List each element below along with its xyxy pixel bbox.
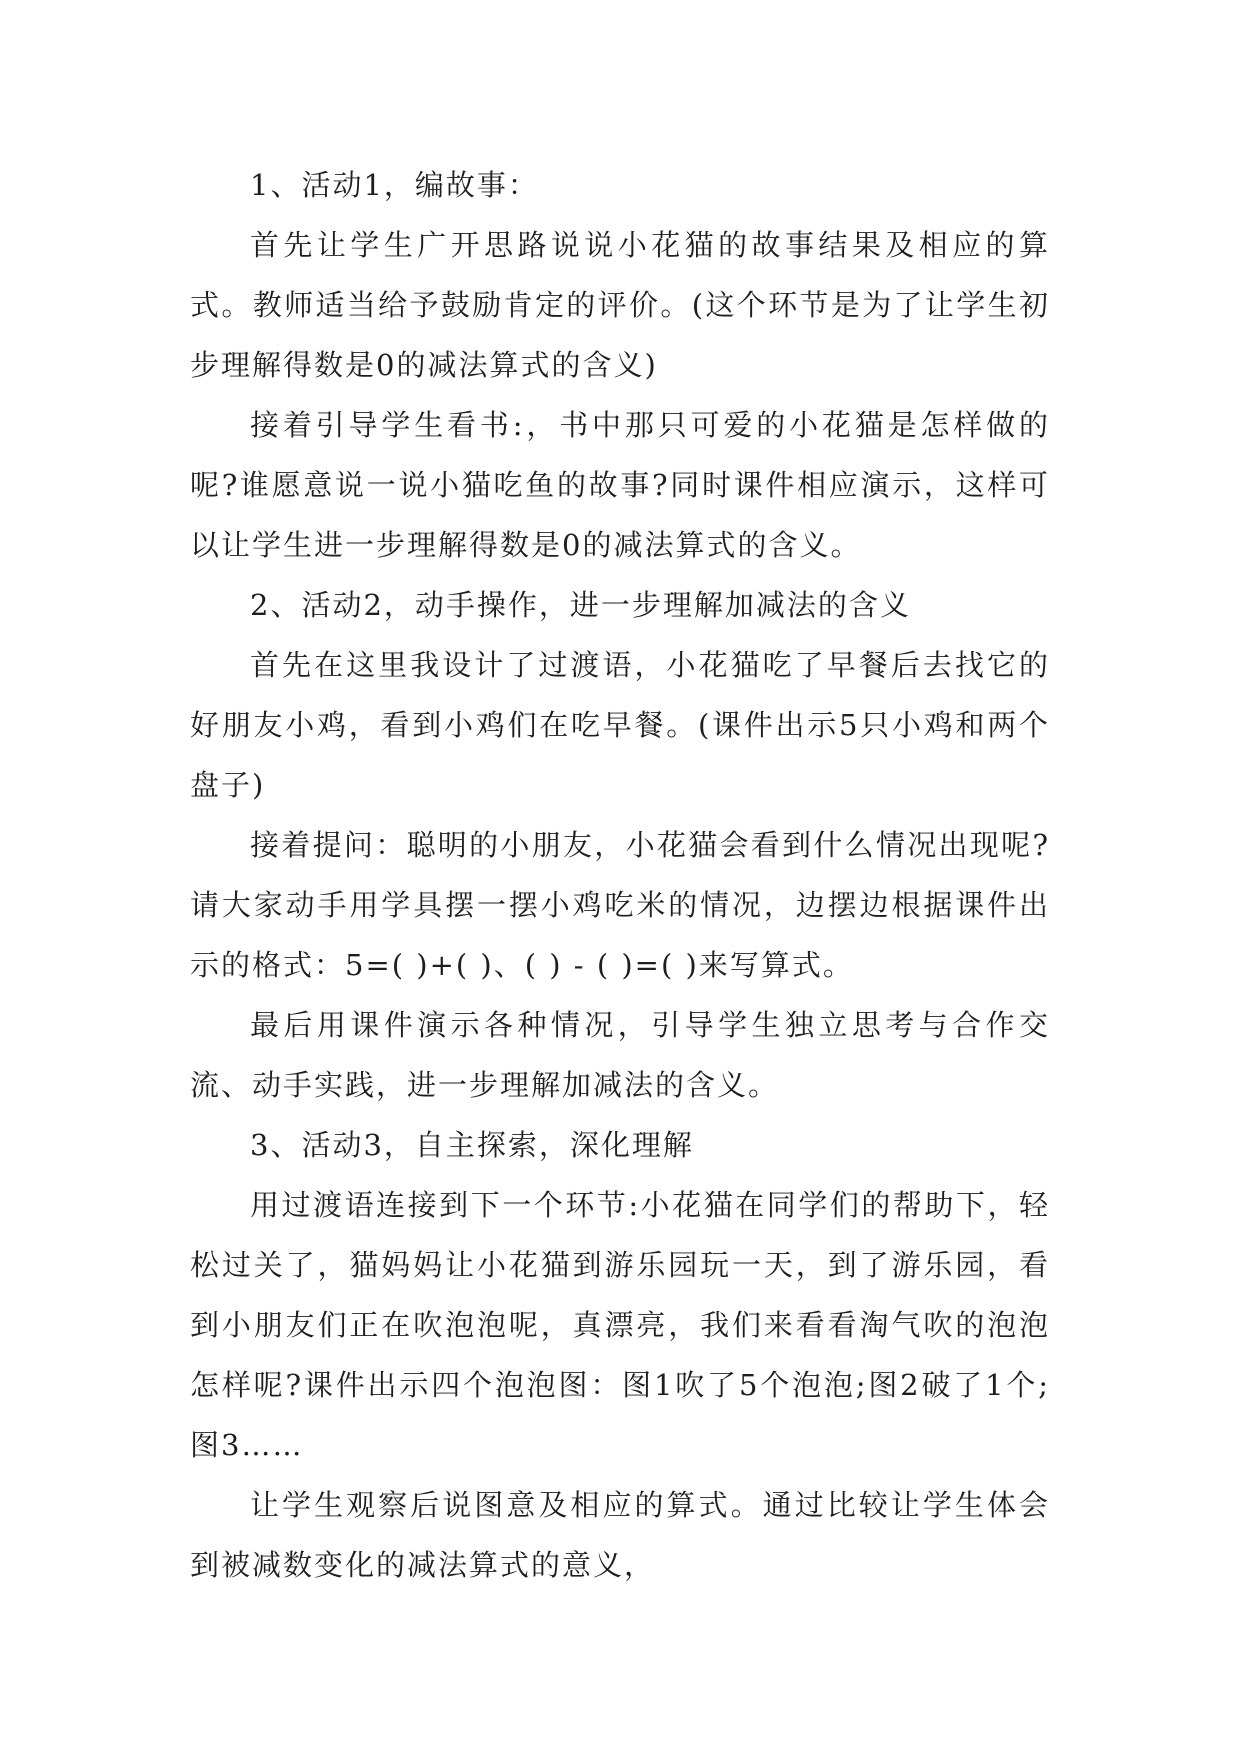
document-body [190, 155, 1050, 1595]
paragraph-activity-3-heading: 3、活动3，自主探索，深化理解 [250, 1128, 694, 1162]
paragraph-activity-2-heading: 2、活动2，动手操作，进一步理解加减法的含义 [250, 588, 911, 622]
paragraph: 最后用课件演示各种情况，引导学生独立思考与合作交流、动手实践，进一步理解加减法的含义。 [190, 1008, 1050, 1102]
paragraph: 让学生观察后说图意及相应的算式。通过比较让学生体会到被减数变化的减法算式的意义， [190, 1488, 1050, 1582]
paragraph: 用过渡语连接到下一个环节:小花猫在同学们的帮助下，轻松过关了，猫妈妈让小花猫到游乐园玩一天，到了游乐园，看到小朋友们正在吹泡泡呢，真漂亮，我们来看看淘气吹的泡泡怎样呢?课件出示四个泡泡图：图1吹了5个泡泡;图2破了1个;图3…… [190, 1188, 1050, 1462]
paragraph: 首先让学生广开思路说说小花猫的故事结果及相应的算式。教师适当给予鼓励肯定的评价。(这个环节是为了让学生初步理解得数是0的减法算式的含义) [190, 228, 1050, 382]
paragraph: 接着提问：聪明的小朋友，小花猫会看到什么情况出现呢?请大家动手用学具摆一摆小鸡吃米的情况，边摆边根据课件出示的格式：5=( )+( )、( ) - ( )=( )来写算式。 [190, 828, 1050, 982]
paragraph: 首先在这里我设计了过渡语，小花猫吃了早餐后去找它的好朋友小鸡，看到小鸡们在吃早餐。(课件出示5只小鸡和两个盘子) [190, 648, 1050, 802]
paragraph: 接着引导学生看书:，书中那只可爱的小花猫是怎样做的呢?谁愿意说一说小猫吃鱼的故事?同时课件相应演示，这样可以让学生进一步理解得数是0的减法算式的含义。 [190, 408, 1050, 562]
paragraph-activity-1-heading: 1、活动1，编故事： [250, 168, 539, 202]
